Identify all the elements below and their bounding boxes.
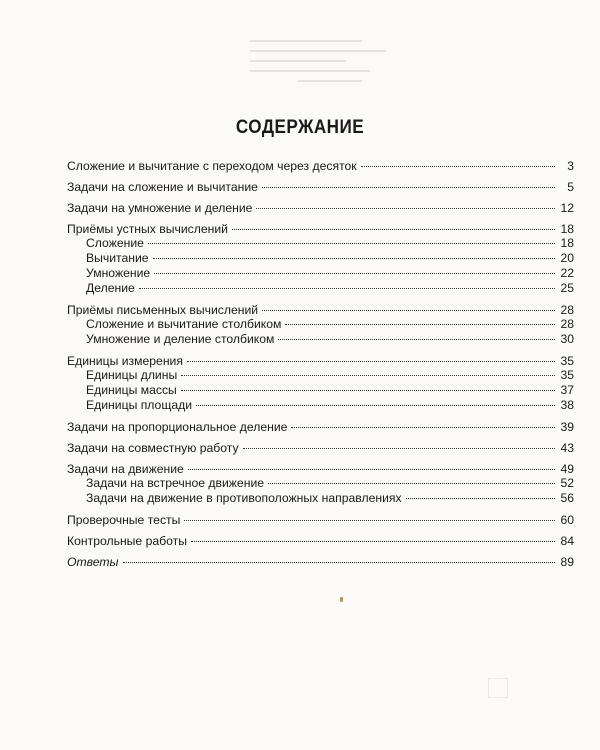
toc-page-number: 84 (560, 534, 574, 548)
toc-leader-dots (139, 288, 555, 289)
toc-subentry (67, 236, 574, 251)
toc-entry-label: Ответы (67, 555, 119, 569)
toc-entry-label: Приёмы письменных вычислений (67, 303, 259, 317)
toc-entry (67, 180, 574, 194)
toc-leader-dots (188, 469, 555, 470)
toc-subentry (67, 281, 574, 296)
toc-leader-dots (256, 208, 555, 209)
toc-leader-dots (361, 166, 555, 167)
paper-speck (340, 597, 343, 602)
toc-page-number: 20 (560, 251, 574, 265)
toc-page-number: 52 (560, 476, 574, 490)
toc-leader-dots (232, 229, 555, 230)
toc-subentry (67, 398, 574, 413)
toc-entry-label: Единицы массы (86, 383, 177, 397)
toc-entry (67, 222, 574, 236)
toc-leader-dots (187, 361, 555, 362)
toc-entry-label: Сложение и вычитание с переходом через десяток (67, 159, 357, 173)
toc-page-number: 5 (567, 180, 574, 194)
toc-page-number: 43 (560, 441, 574, 455)
toc-subentry (67, 383, 574, 398)
toc-entry (67, 513, 574, 527)
page-title: СОДЕРЖАНИЕ (235, 117, 365, 138)
toc-subentry (67, 491, 574, 506)
toc-leader-dots (148, 243, 555, 244)
toc-entry-label: Единицы измерения (67, 354, 183, 368)
toc-entry (67, 441, 574, 455)
toc-entry-label: Вычитание (86, 251, 149, 265)
toc-subentry (67, 368, 574, 383)
toc-page-number: 18 (560, 236, 574, 250)
toc-leader-dots (153, 258, 555, 259)
toc-entry (67, 555, 574, 569)
toc-leader-dots (268, 483, 555, 484)
toc-page-number: 38 (560, 398, 574, 412)
toc-page-number: 49 (560, 462, 574, 476)
toc-leader-dots (278, 339, 555, 340)
toc-entry-label: Задачи на совместную работу (67, 441, 239, 455)
toc-page-number: 35 (560, 368, 574, 382)
toc-entry (67, 462, 574, 476)
toc-entry-label: Сложение (86, 236, 144, 250)
toc-page-number: 12 (560, 201, 574, 215)
toc-entry-label: Задачи на умножение и деление (67, 201, 253, 215)
toc-entry (67, 354, 574, 368)
show-through-text (250, 32, 410, 107)
toc-entry-label: Умножение и деление столбиком (86, 332, 275, 346)
toc-page-number: 37 (560, 383, 574, 397)
toc-entry-label: Деление (86, 281, 135, 295)
toc-entry-label: Задачи на движение (67, 462, 184, 476)
toc-entry-label: Приёмы устных вычислений (67, 222, 228, 236)
show-through-mark (488, 678, 508, 698)
toc-subentry (67, 476, 574, 491)
toc-entry-label: Единицы длины (86, 368, 178, 382)
toc-entry (67, 420, 574, 434)
toc-entry-label: Задачи на пропорциональное деление (67, 420, 288, 434)
toc-leader-dots (154, 273, 555, 274)
toc-leader-dots (262, 310, 555, 311)
toc-entry (67, 303, 574, 317)
toc-entry-label: Сложение и вычитание столбиком (86, 317, 282, 331)
toc-page-number: 39 (560, 420, 574, 434)
toc-entry-label: Единицы площади (86, 398, 193, 412)
toc-leader-dots (181, 390, 555, 391)
toc-page-number: 35 (560, 354, 574, 368)
toc-page-number: 22 (560, 266, 574, 280)
toc-subentry (67, 251, 574, 266)
toc-page-number: 3 (567, 159, 574, 173)
toc-entry (67, 159, 574, 173)
toc-entry-label: Проверочные тесты (67, 513, 181, 527)
toc-page-number: 56 (560, 491, 574, 505)
toc-leader-dots (291, 427, 555, 428)
table-of-contents (67, 159, 574, 569)
toc-page-number: 25 (560, 281, 574, 295)
toc-leader-dots (191, 541, 555, 542)
toc-leader-dots (184, 520, 555, 521)
toc-entry-label: Задачи на сложение и вычитание (67, 180, 258, 194)
toc-entry (67, 201, 574, 215)
toc-leader-dots (262, 187, 555, 188)
toc-leader-dots (181, 375, 555, 376)
toc-leader-dots (243, 448, 555, 449)
toc-entry-label: Задачи на движение в противоположных направлениях (86, 491, 402, 505)
toc-page-number: 18 (560, 222, 574, 236)
toc-page-number: 28 (560, 303, 574, 317)
toc-entry-label: Контрольные работы (67, 534, 187, 548)
toc-leader-dots (196, 405, 555, 406)
toc-entry-label: Задачи на встречное движение (86, 476, 265, 490)
toc-subentry (67, 317, 574, 332)
toc-page-number: 30 (560, 332, 574, 346)
toc-page-number: 60 (560, 513, 574, 527)
toc-leader-dots (406, 498, 555, 499)
toc-subentry (67, 266, 574, 281)
toc-subentry (67, 332, 574, 347)
toc-page-number: 89 (560, 555, 574, 569)
toc-page-number: 28 (560, 317, 574, 331)
toc-leader-dots (123, 562, 556, 563)
toc-leader-dots (285, 324, 555, 325)
toc-entry (67, 534, 574, 548)
toc-entry-label: Умножение (86, 266, 151, 280)
